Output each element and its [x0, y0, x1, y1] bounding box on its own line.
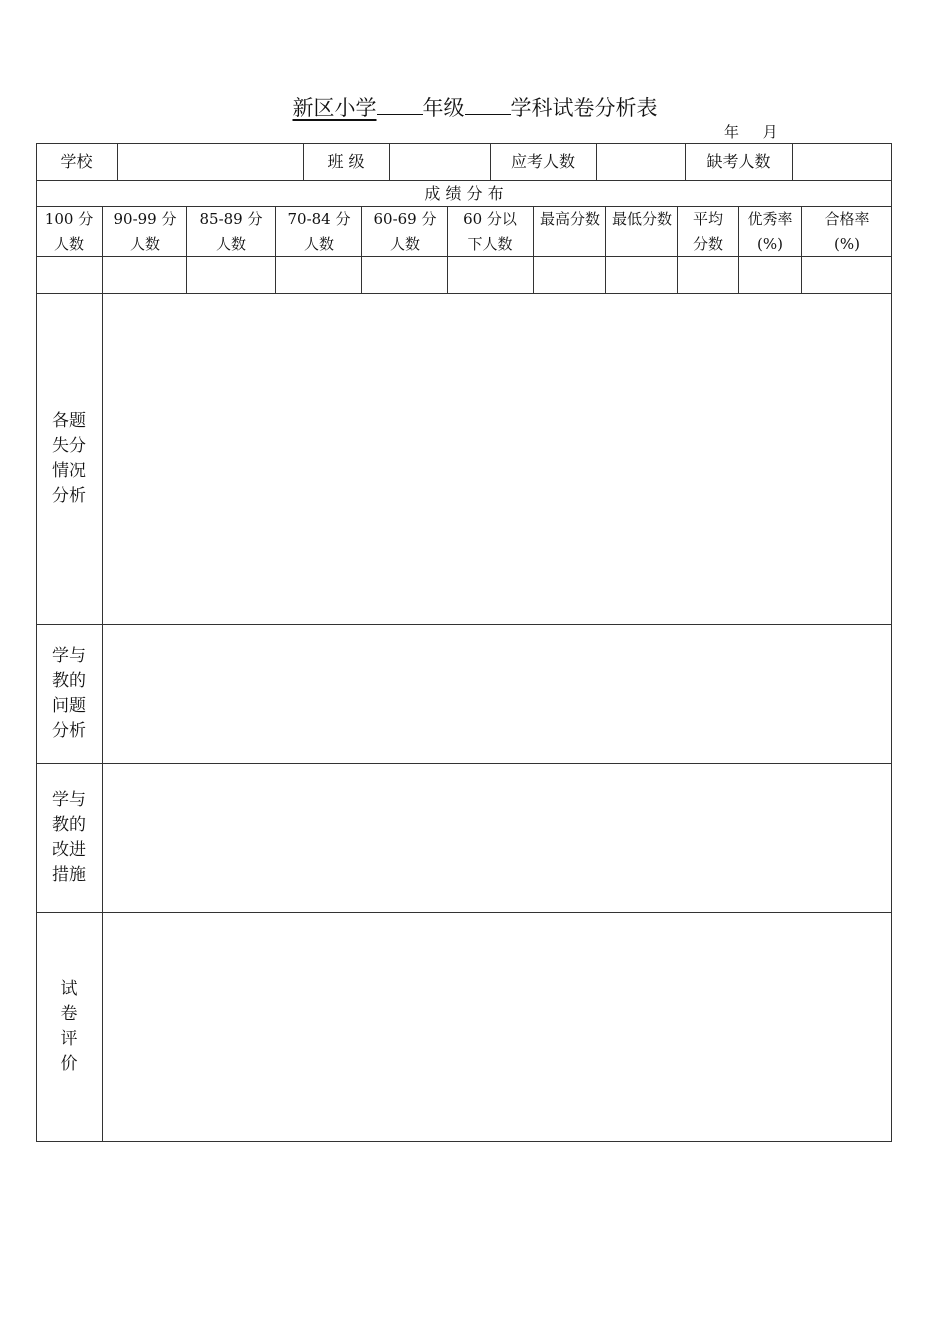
evaluation-label: [36, 912, 102, 1142]
page-title: [0, 92, 950, 122]
value-excellent-rate[interactable]: [738, 256, 801, 293]
class-label: 班 级: [327, 152, 365, 171]
value-min-score[interactable]: [605, 256, 677, 293]
loss-analysis-area[interactable]: [102, 293, 892, 624]
value-pass-rate[interactable]: [801, 256, 892, 293]
value-70-84[interactable]: [275, 256, 361, 293]
problem-analysis-label: [36, 624, 102, 763]
value-below-60[interactable]: [447, 256, 533, 293]
header-below-60: 60 分以下人数: [463, 210, 517, 253]
header-90-99: 90-99 分人数: [113, 210, 177, 253]
header-100: 100 分人数: [44, 210, 94, 253]
subject-blank: [465, 96, 511, 115]
improvement-label: [36, 763, 102, 912]
problem-analysis-text: 学与教的问题分析: [52, 645, 86, 741]
date-line: [724, 121, 778, 142]
header-70-84: 70-84 分人数: [287, 210, 351, 253]
improvement-text: 学与教的改进措施: [52, 789, 86, 885]
header-excellent-rate: 优秀率(%): [747, 210, 793, 253]
absent-count-field[interactable]: [792, 143, 892, 180]
value-85-89[interactable]: [186, 256, 275, 293]
loss-analysis-label: [36, 293, 102, 624]
value-60-69[interactable]: [361, 256, 447, 293]
expected-count-label: 应考人数: [510, 152, 575, 171]
header-pass-rate: 合格率(%): [824, 210, 870, 253]
title-school: 新区小学: [292, 96, 377, 120]
value-max-score[interactable]: [533, 256, 605, 293]
value-90-99[interactable]: [102, 256, 186, 293]
absent-count-label: 缺考人数: [706, 152, 771, 171]
header-min-score: 最低分数: [612, 210, 673, 228]
score-distribution-title: 成 绩 分 布: [424, 183, 504, 203]
header-max-score: 最高分数: [540, 210, 601, 228]
expected-count-field[interactable]: [596, 143, 685, 180]
value-100[interactable]: [36, 256, 102, 293]
grade-blank: [377, 96, 423, 115]
loss-analysis-text: 各题失分情况分析: [52, 410, 86, 506]
evaluation-area[interactable]: [102, 912, 892, 1142]
school-field[interactable]: [117, 143, 303, 180]
school-label: 学校: [60, 152, 93, 171]
class-field[interactable]: [389, 143, 490, 180]
header-60-69: 60-69 分人数: [373, 210, 437, 253]
date-year: 年: [724, 123, 740, 141]
header-average: 平均分数: [692, 210, 723, 253]
evaluation-text: 试卷评价: [60, 979, 78, 1074]
date-month: 月: [762, 123, 778, 141]
header-85-89: 85-89 分人数: [199, 210, 263, 253]
problem-analysis-area[interactable]: [102, 624, 892, 763]
title-subject: 学科试卷分析表: [510, 96, 658, 120]
title-grade: 年级: [422, 96, 465, 120]
improvement-area[interactable]: [102, 763, 892, 912]
value-average[interactable]: [677, 256, 738, 293]
